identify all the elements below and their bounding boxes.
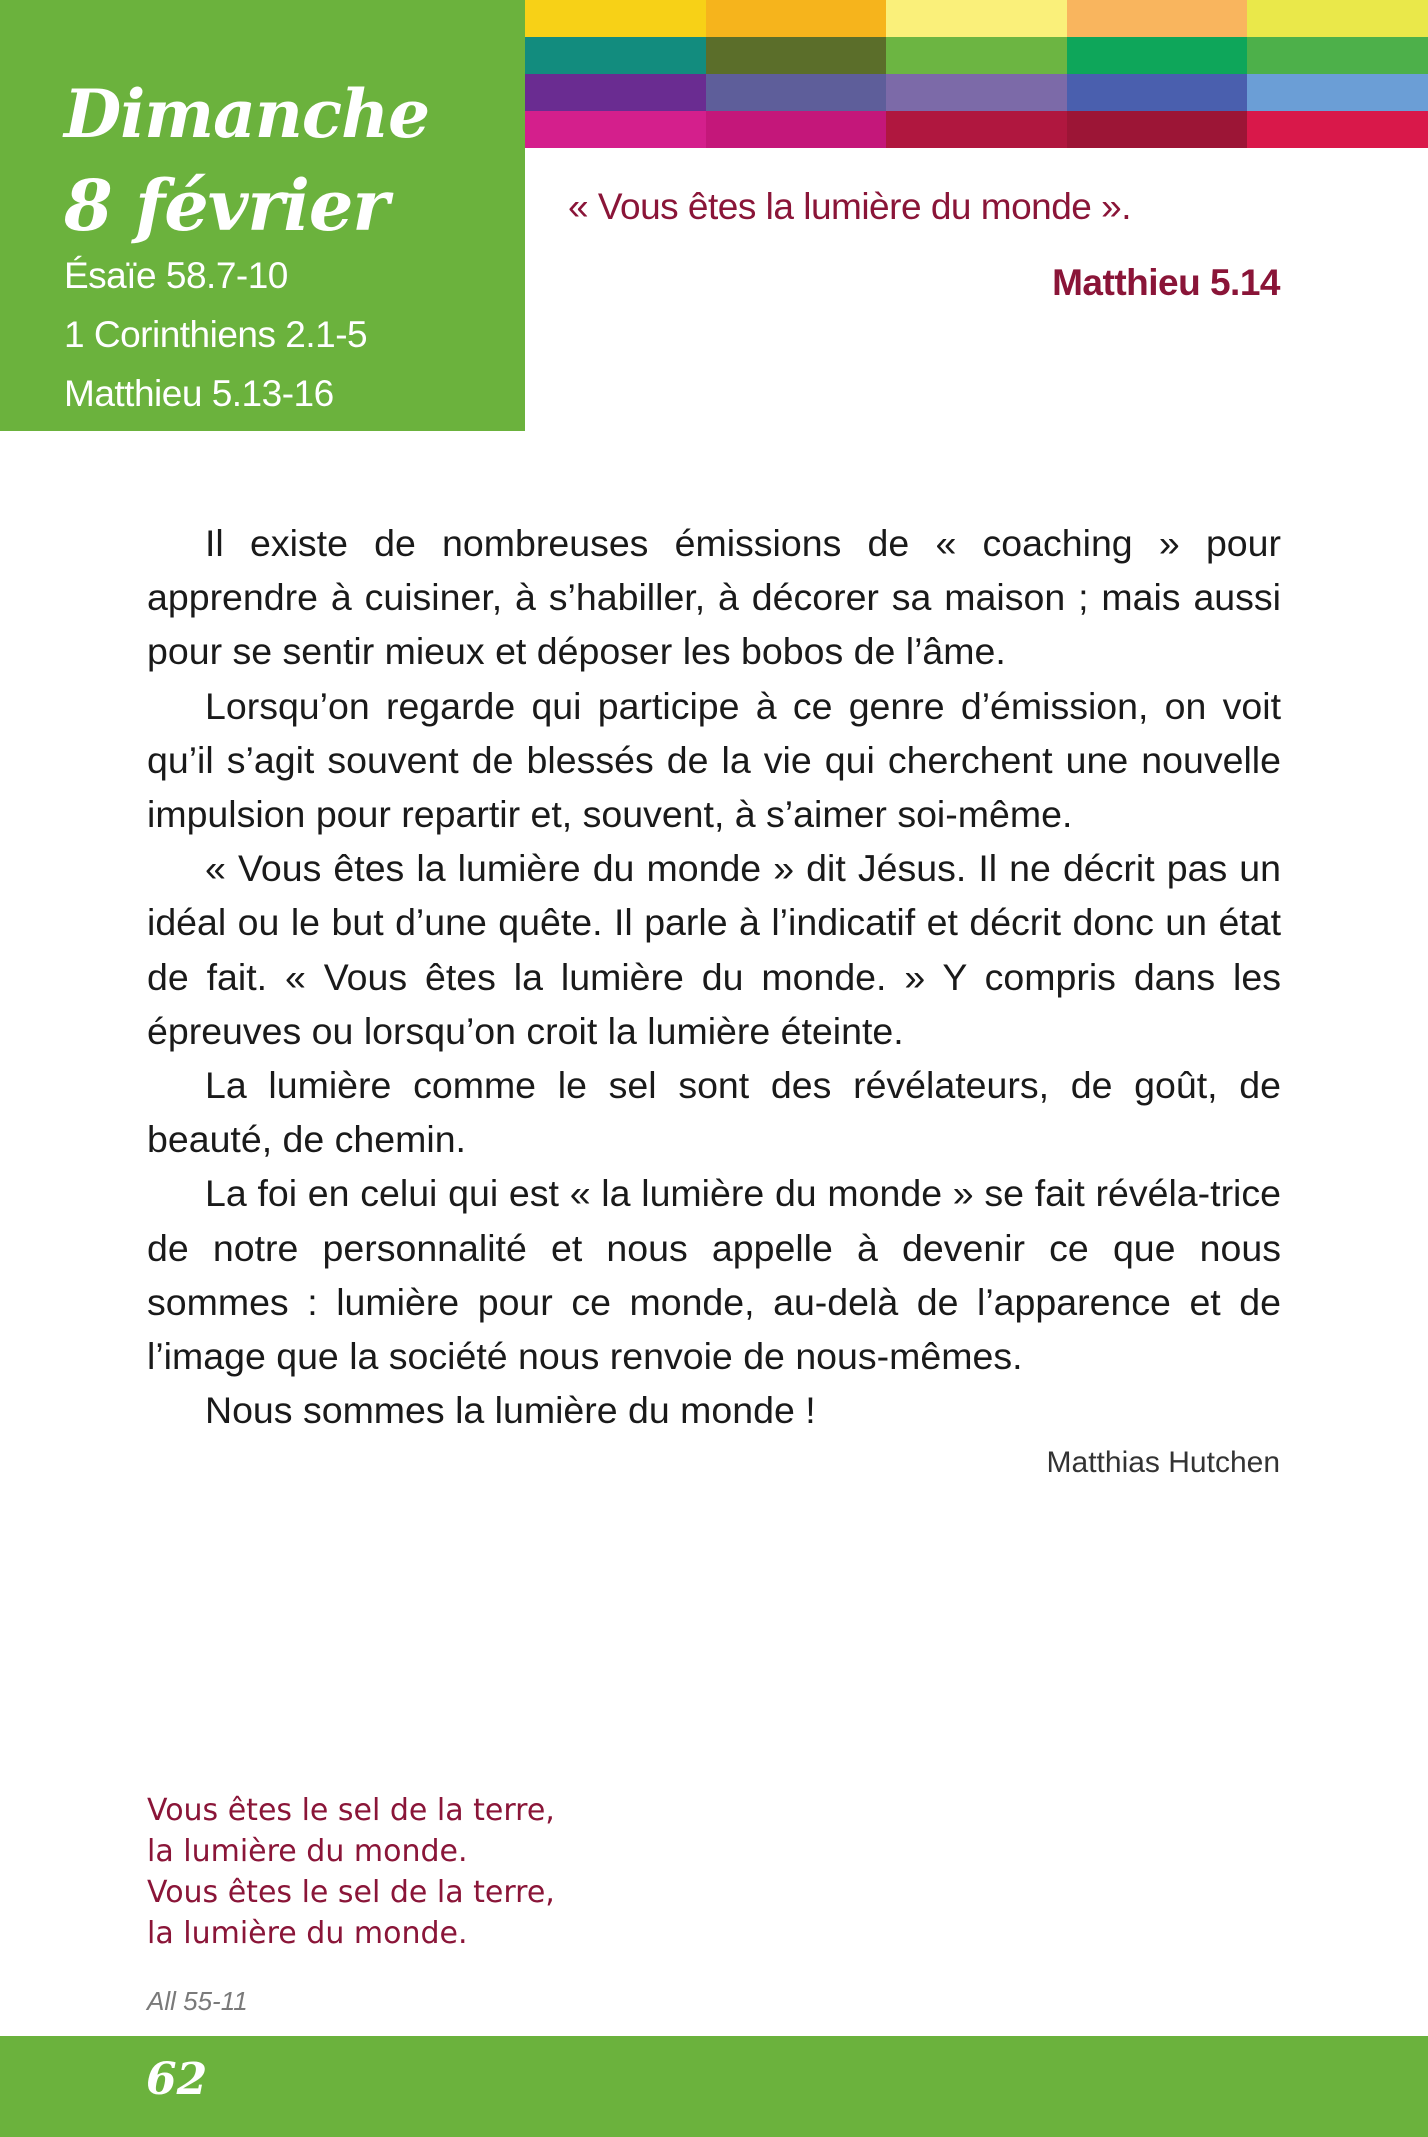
color-stripe (706, 37, 887, 74)
color-stripe (706, 111, 887, 148)
verse-quote: « Vous êtes la lumière du monde ». (568, 186, 1132, 227)
color-stripe (706, 74, 887, 111)
color-stripe (525, 74, 706, 111)
color-stripe (1067, 74, 1248, 111)
color-stripe (525, 37, 706, 74)
paragraph: « Vous êtes la lumière du monde » dit Jésus. Il ne décrit pas un idéal ou le but d’une quête. Il parle à l’indicatif et décrit donc un état de fait. « Vous êtes la lumière du monde. » Y compris dans les épreuves ou lorsqu’on croit la lumière éteinte. (147, 847, 1281, 1052)
color-stripe (886, 111, 1067, 148)
meditation-text (147, 516, 1281, 1437)
paragraph: La lumière comme le sel sont des révélateurs, de goût, de beauté, de chemin. (147, 1064, 1281, 1161)
color-stripe (1067, 37, 1248, 74)
color-stripe (1067, 0, 1248, 37)
song-line: la lumière du monde. (147, 1916, 468, 1951)
reading-reference: Ésaïe 58.7-10 (64, 255, 288, 296)
paragraph: La foi en celui qui est « la lumière du monde » se fait révéla-trice de notre personnalité et nous appelle à devenir ce que nous sommes : lumière pour ce monde, au-delà de l’apparence et de l’image que la société nous renvoie de nous-mêmes. (147, 1172, 1281, 1378)
color-stripe (886, 37, 1067, 74)
color-stripe (886, 74, 1067, 111)
song-line: Vous êtes le sel de la terre, (147, 1875, 555, 1910)
color-stripe (525, 111, 706, 148)
color-stripe (886, 0, 1067, 37)
footer-bar (0, 2036, 1428, 2137)
color-stripes (525, 0, 1428, 148)
color-stripe (1067, 111, 1248, 148)
day-title (64, 68, 429, 252)
reading-reference: 1 Corinthiens 2.1-5 (64, 314, 368, 355)
author-name: Matthias Hutchen (1046, 1446, 1280, 1479)
color-stripe (1247, 111, 1428, 148)
color-stripe (1247, 0, 1428, 37)
song-line: Vous êtes le sel de la terre, (147, 1793, 555, 1828)
song-line: la lumière du monde. (147, 1834, 468, 1869)
day-name: Dimanche (64, 75, 430, 153)
song-reference: All 55-11 (147, 1986, 248, 2016)
reading-references (64, 246, 367, 423)
verse-reference: Matthieu 5.14 (1052, 262, 1280, 303)
color-stripe (1247, 37, 1428, 74)
paragraph: Lorsqu’on regarde qui participe à ce genre d’émission, on voit qu’il s’agit souvent de blessés de la vie qui cherchent une nouvelle impulsion pour repartir et, souvent, à s’aimer soi-même. (147, 684, 1281, 836)
song-lyrics (147, 1790, 555, 1954)
paragraph: Nous sommes la lumière du monde ! (205, 1389, 816, 1432)
color-stripe (706, 0, 887, 37)
page-number: 62 (146, 2054, 208, 2105)
color-stripe (525, 0, 706, 37)
color-stripe (1247, 74, 1428, 111)
paragraph: Il existe de nombreuses émissions de « coaching » pour apprendre à cuisiner, à s’habiller, à décorer sa maison ; mais aussi pour se sentir mieux et déposer les bobos de l’âme. (147, 522, 1281, 673)
date-header-block (0, 0, 525, 431)
reading-reference: Matthieu 5.13-16 (64, 373, 334, 414)
day-date: 8 février (64, 164, 389, 247)
